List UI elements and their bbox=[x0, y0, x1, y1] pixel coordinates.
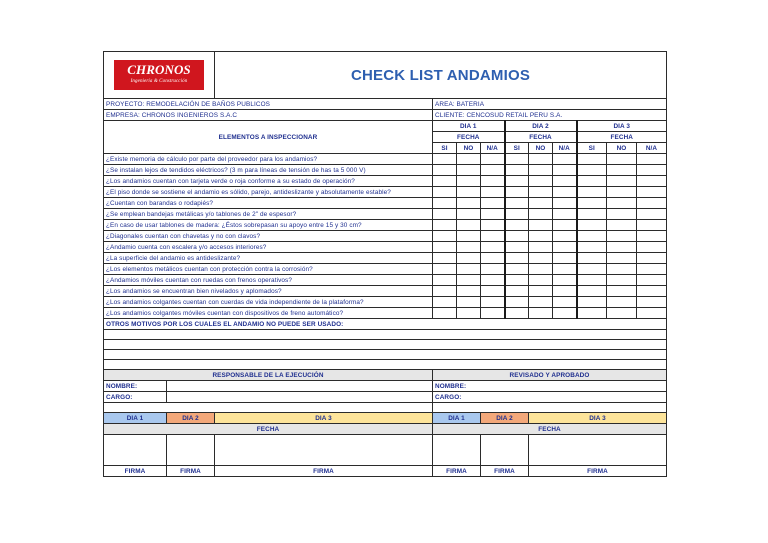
check-cell[interactable] bbox=[637, 242, 667, 253]
logo-tagline: Ingeniería & Construcción bbox=[130, 79, 188, 84]
check-cell[interactable] bbox=[457, 209, 481, 220]
item-question: ¿En caso de usar tablones de madera: ¿Éstos sobrepasan su apoyo entre 15 y 30 cm? bbox=[104, 220, 433, 231]
signature-label: FIRMA bbox=[215, 466, 433, 477]
check-cell[interactable] bbox=[529, 297, 553, 308]
check-cell[interactable] bbox=[637, 253, 667, 264]
check-cell[interactable] bbox=[637, 187, 667, 198]
check-cell[interactable] bbox=[577, 286, 607, 297]
check-cell[interactable] bbox=[505, 209, 529, 220]
check-cell[interactable] bbox=[529, 198, 553, 209]
check-cell[interactable] bbox=[637, 209, 667, 220]
check-cell[interactable] bbox=[553, 187, 577, 198]
checklist-item bbox=[104, 209, 667, 220]
checklist-item bbox=[104, 308, 667, 319]
approved-day-3: DIA 3 bbox=[529, 413, 667, 424]
check-cell[interactable] bbox=[457, 242, 481, 253]
company-logo bbox=[114, 60, 204, 90]
check-cell[interactable] bbox=[433, 209, 457, 220]
check-cell[interactable] bbox=[457, 297, 481, 308]
checklist-item bbox=[104, 253, 667, 264]
check-cell[interactable] bbox=[529, 286, 553, 297]
check-cell[interactable] bbox=[529, 187, 553, 198]
signature-box[interactable] bbox=[481, 435, 529, 466]
item-question: ¿Diagonales cuentan con chavetas y no con clavos? bbox=[104, 231, 433, 242]
checklist-item bbox=[104, 187, 667, 198]
check-cell[interactable] bbox=[529, 176, 553, 187]
check-cell[interactable] bbox=[505, 275, 529, 286]
check-cell[interactable] bbox=[433, 286, 457, 297]
option-na: N/A bbox=[637, 143, 667, 154]
check-cell[interactable] bbox=[577, 198, 607, 209]
check-cell[interactable] bbox=[433, 242, 457, 253]
signature-label: FIRMA bbox=[529, 466, 667, 477]
client-label: CLIENTE: CENCOSUD RETAIL PERU S.A. bbox=[433, 110, 667, 121]
check-cell[interactable] bbox=[553, 165, 577, 176]
check-cell[interactable] bbox=[577, 209, 607, 220]
other-reasons-label: OTROS MOTIVOS POR LOS CUALES EL ANDAMIO NO PUEDE SER USADO: bbox=[104, 319, 667, 330]
signature-label: FIRMA bbox=[433, 466, 481, 477]
check-cell[interactable] bbox=[607, 231, 637, 242]
check-cell[interactable] bbox=[637, 198, 667, 209]
check-cell[interactable] bbox=[553, 198, 577, 209]
signature-label: FIRMA bbox=[481, 466, 529, 477]
check-cell[interactable] bbox=[505, 154, 529, 165]
check-cell[interactable] bbox=[457, 154, 481, 165]
check-cell[interactable] bbox=[553, 275, 577, 286]
item-question: ¿Cuentan con barandas o rodapiés? bbox=[104, 198, 433, 209]
responsible-day-2: DIA 2 bbox=[167, 413, 215, 424]
check-cell[interactable] bbox=[607, 176, 637, 187]
area-label: AREA: BATERIA bbox=[433, 99, 667, 110]
check-cell[interactable] bbox=[577, 165, 607, 176]
check-cell[interactable] bbox=[577, 297, 607, 308]
elements-header: ELEMENTOS A INSPECCIONAR bbox=[104, 121, 433, 154]
check-cell[interactable] bbox=[457, 264, 481, 275]
other-reasons-line[interactable] bbox=[104, 360, 667, 370]
item-question: ¿Andamio cuenta con escalera y/o accesos interiores? bbox=[104, 242, 433, 253]
project-label: PROYECTO: REMODELACIÓN DE BAÑOS PUBLICOS bbox=[104, 99, 433, 110]
check-cell[interactable] bbox=[481, 187, 505, 198]
checklist-item bbox=[104, 275, 667, 286]
check-cell[interactable] bbox=[577, 187, 607, 198]
day-1-date-label: FECHA bbox=[433, 132, 505, 143]
check-cell[interactable] bbox=[481, 220, 505, 231]
signature-box[interactable] bbox=[529, 435, 667, 466]
check-cell[interactable] bbox=[607, 275, 637, 286]
check-cell[interactable] bbox=[481, 297, 505, 308]
day-1-header: DIA 1 bbox=[433, 121, 505, 132]
check-cell[interactable] bbox=[637, 275, 667, 286]
option-si: SI bbox=[433, 143, 457, 154]
check-cell[interactable] bbox=[637, 165, 667, 176]
check-cell[interactable] bbox=[553, 176, 577, 187]
check-cell[interactable] bbox=[637, 231, 667, 242]
check-cell[interactable] bbox=[529, 220, 553, 231]
check-cell[interactable] bbox=[433, 264, 457, 275]
checklist-item bbox=[104, 154, 667, 165]
item-question: ¿Los andamios colgantes móviles cuentan con dispositivos de freno automático? bbox=[104, 308, 433, 319]
check-cell[interactable] bbox=[577, 308, 607, 319]
check-cell[interactable] bbox=[505, 165, 529, 176]
approved-header: REVISADO Y APROBADO bbox=[433, 370, 667, 381]
responsible-name-field[interactable] bbox=[167, 381, 433, 392]
check-cell[interactable] bbox=[607, 264, 637, 275]
check-cell[interactable] bbox=[553, 154, 577, 165]
check-cell[interactable] bbox=[577, 242, 607, 253]
check-cell[interactable] bbox=[529, 209, 553, 220]
responsible-day-3: DIA 3 bbox=[215, 413, 433, 424]
signature-box[interactable] bbox=[433, 435, 481, 466]
check-cell[interactable] bbox=[457, 220, 481, 231]
check-cell[interactable] bbox=[481, 209, 505, 220]
check-cell[interactable] bbox=[553, 264, 577, 275]
item-question: ¿Andamios móviles cuentan con ruedas con frenos operativos? bbox=[104, 275, 433, 286]
check-cell[interactable] bbox=[505, 253, 529, 264]
checklist-item bbox=[104, 297, 667, 308]
check-cell[interactable] bbox=[505, 176, 529, 187]
check-cell[interactable] bbox=[505, 198, 529, 209]
check-cell[interactable] bbox=[529, 264, 553, 275]
check-cell[interactable] bbox=[505, 187, 529, 198]
check-cell[interactable] bbox=[481, 275, 505, 286]
checklist-item bbox=[104, 220, 667, 231]
check-cell[interactable] bbox=[529, 275, 553, 286]
check-cell[interactable] bbox=[637, 286, 667, 297]
item-question: ¿Se instalan lejos de tendidos eléctricos? (3 m para líneas de tensión de has ta 5 000 V) bbox=[104, 165, 433, 176]
company-label: EMPRESA: CHRONOS INGENIEROS S.A.C bbox=[104, 110, 433, 121]
approved-position-label: CARGO: bbox=[433, 392, 667, 403]
check-cell[interactable] bbox=[481, 154, 505, 165]
approved-day-1: DIA 1 bbox=[433, 413, 481, 424]
check-cell[interactable] bbox=[637, 264, 667, 275]
checklist-sheet bbox=[103, 51, 664, 495]
responsible-header: RESPONSABLE DE LA EJECUCIÓN bbox=[104, 370, 433, 381]
option-na: N/A bbox=[553, 143, 577, 154]
check-cell[interactable] bbox=[505, 286, 529, 297]
responsible-position-field[interactable] bbox=[167, 392, 433, 403]
check-cell[interactable] bbox=[529, 165, 553, 176]
check-cell[interactable] bbox=[481, 308, 505, 319]
check-cell[interactable] bbox=[553, 220, 577, 231]
check-cell[interactable] bbox=[505, 308, 529, 319]
check-cell[interactable] bbox=[481, 264, 505, 275]
check-cell[interactable] bbox=[607, 209, 637, 220]
check-cell[interactable] bbox=[433, 308, 457, 319]
check-cell[interactable] bbox=[457, 231, 481, 242]
option-na: N/A bbox=[481, 143, 505, 154]
check-cell[interactable] bbox=[607, 286, 637, 297]
item-question: ¿La superficie del andamio es antideslizante? bbox=[104, 253, 433, 264]
check-cell[interactable] bbox=[607, 220, 637, 231]
check-cell[interactable] bbox=[433, 176, 457, 187]
responsible-day-1: DIA 1 bbox=[104, 413, 167, 424]
check-cell[interactable] bbox=[433, 154, 457, 165]
check-cell[interactable] bbox=[457, 308, 481, 319]
check-cell[interactable] bbox=[607, 198, 637, 209]
logo-brand: CHRONOS bbox=[127, 62, 191, 77]
approved-name-label: NOMBRE: bbox=[433, 381, 667, 392]
responsible-date-label: FECHA bbox=[104, 424, 433, 435]
check-cell[interactable] bbox=[637, 308, 667, 319]
checklist-item bbox=[104, 231, 667, 242]
item-question: ¿Los elementos metálicos cuentan con protección contra la corrosión? bbox=[104, 264, 433, 275]
check-cell[interactable] bbox=[481, 253, 505, 264]
check-cell[interactable] bbox=[505, 231, 529, 242]
check-cell[interactable] bbox=[481, 231, 505, 242]
check-cell[interactable] bbox=[529, 154, 553, 165]
check-cell[interactable] bbox=[457, 165, 481, 176]
check-cell[interactable] bbox=[607, 154, 637, 165]
check-cell[interactable] bbox=[577, 220, 607, 231]
check-cell[interactable] bbox=[553, 297, 577, 308]
day-2-header: DIA 2 bbox=[505, 121, 577, 132]
check-cell[interactable] bbox=[433, 297, 457, 308]
item-question: ¿Los andamios colgantes cuentan con cuerdas de vida independiente de la plataforma? bbox=[104, 297, 433, 308]
check-cell[interactable] bbox=[637, 176, 667, 187]
check-cell[interactable] bbox=[529, 231, 553, 242]
checklist-item bbox=[104, 264, 667, 275]
check-cell[interactable] bbox=[607, 308, 637, 319]
responsible-name-label: NOMBRE: bbox=[104, 381, 167, 392]
check-cell[interactable] bbox=[553, 253, 577, 264]
checklist-item bbox=[104, 165, 667, 176]
check-cell[interactable] bbox=[433, 187, 457, 198]
check-cell[interactable] bbox=[637, 154, 667, 165]
approved-day-2: DIA 2 bbox=[481, 413, 529, 424]
check-cell[interactable] bbox=[481, 165, 505, 176]
other-reasons-line[interactable] bbox=[104, 350, 667, 360]
check-cell[interactable] bbox=[607, 297, 637, 308]
signature-box[interactable] bbox=[167, 435, 215, 466]
page-title: CHECK LIST ANDAMIOS bbox=[215, 52, 667, 99]
item-question: ¿Se emplean bandejas metálicas y/o tablones de 2" de espesor? bbox=[104, 209, 433, 220]
signature-label: FIRMA bbox=[104, 466, 167, 477]
option-no: NO bbox=[607, 143, 637, 154]
check-cell[interactable] bbox=[481, 198, 505, 209]
check-cell[interactable] bbox=[553, 209, 577, 220]
item-question: ¿Los andamios cuentan con tarjeta verde o roja conforme a su estado de operación? bbox=[104, 176, 433, 187]
signature-box[interactable] bbox=[215, 435, 433, 466]
checklist-item bbox=[104, 242, 667, 253]
option-si: SI bbox=[505, 143, 529, 154]
check-cell[interactable] bbox=[529, 242, 553, 253]
check-cell[interactable] bbox=[577, 231, 607, 242]
check-cell[interactable] bbox=[505, 220, 529, 231]
check-cell[interactable] bbox=[637, 220, 667, 231]
check-cell[interactable] bbox=[553, 308, 577, 319]
check-cell[interactable] bbox=[481, 286, 505, 297]
check-cell[interactable] bbox=[553, 242, 577, 253]
check-cell[interactable] bbox=[481, 242, 505, 253]
day-3-date-label: FECHA bbox=[577, 132, 667, 143]
check-cell[interactable] bbox=[577, 275, 607, 286]
check-cell[interactable] bbox=[529, 308, 553, 319]
check-cell[interactable] bbox=[433, 198, 457, 209]
check-cell[interactable] bbox=[457, 253, 481, 264]
item-question: ¿El piso donde se sostiene el andamio es sólido, parejo, antideslizante y absolutamente estable? bbox=[104, 187, 433, 198]
check-cell[interactable] bbox=[553, 231, 577, 242]
check-cell[interactable] bbox=[637, 297, 667, 308]
day-3-header: DIA 3 bbox=[577, 121, 667, 132]
check-cell[interactable] bbox=[481, 176, 505, 187]
option-no: NO bbox=[529, 143, 553, 154]
check-cell[interactable] bbox=[577, 176, 607, 187]
check-cell[interactable] bbox=[577, 264, 607, 275]
checklist-table bbox=[103, 51, 667, 477]
check-cell[interactable] bbox=[553, 286, 577, 297]
check-cell[interactable] bbox=[529, 253, 553, 264]
check-cell[interactable] bbox=[457, 198, 481, 209]
check-cell[interactable] bbox=[505, 242, 529, 253]
check-cell[interactable] bbox=[607, 253, 637, 264]
checklist-item bbox=[104, 198, 667, 209]
option-no: NO bbox=[457, 143, 481, 154]
checklist-item bbox=[104, 176, 667, 187]
check-cell[interactable] bbox=[577, 253, 607, 264]
check-cell[interactable] bbox=[433, 165, 457, 176]
item-question: ¿Existe memoria de cálculo por parte del proveedor para los andamios? bbox=[104, 154, 433, 165]
check-cell[interactable] bbox=[607, 187, 637, 198]
other-reasons-line[interactable] bbox=[104, 330, 667, 340]
check-cell[interactable] bbox=[457, 176, 481, 187]
signature-box[interactable] bbox=[104, 435, 167, 466]
other-reasons-line[interactable] bbox=[104, 340, 667, 350]
option-si: SI bbox=[577, 143, 607, 154]
logo-cell bbox=[104, 52, 215, 99]
check-cell[interactable] bbox=[607, 165, 637, 176]
check-cell[interactable] bbox=[433, 231, 457, 242]
check-cell[interactable] bbox=[607, 242, 637, 253]
check-cell[interactable] bbox=[505, 297, 529, 308]
item-question: ¿Los andamios se encuentran bien nivelados y aplomados? bbox=[104, 286, 433, 297]
check-cell[interactable] bbox=[457, 187, 481, 198]
approved-date-label: FECHA bbox=[433, 424, 667, 435]
check-cell[interactable] bbox=[433, 253, 457, 264]
check-cell[interactable] bbox=[577, 154, 607, 165]
check-cell[interactable] bbox=[433, 275, 457, 286]
signature-label: FIRMA bbox=[167, 466, 215, 477]
check-cell[interactable] bbox=[457, 275, 481, 286]
day-2-date-label: FECHA bbox=[505, 132, 577, 143]
check-cell[interactable] bbox=[505, 264, 529, 275]
checklist-item bbox=[104, 286, 667, 297]
check-cell[interactable] bbox=[457, 286, 481, 297]
check-cell[interactable] bbox=[433, 220, 457, 231]
responsible-position-label: CARGO: bbox=[104, 392, 167, 403]
